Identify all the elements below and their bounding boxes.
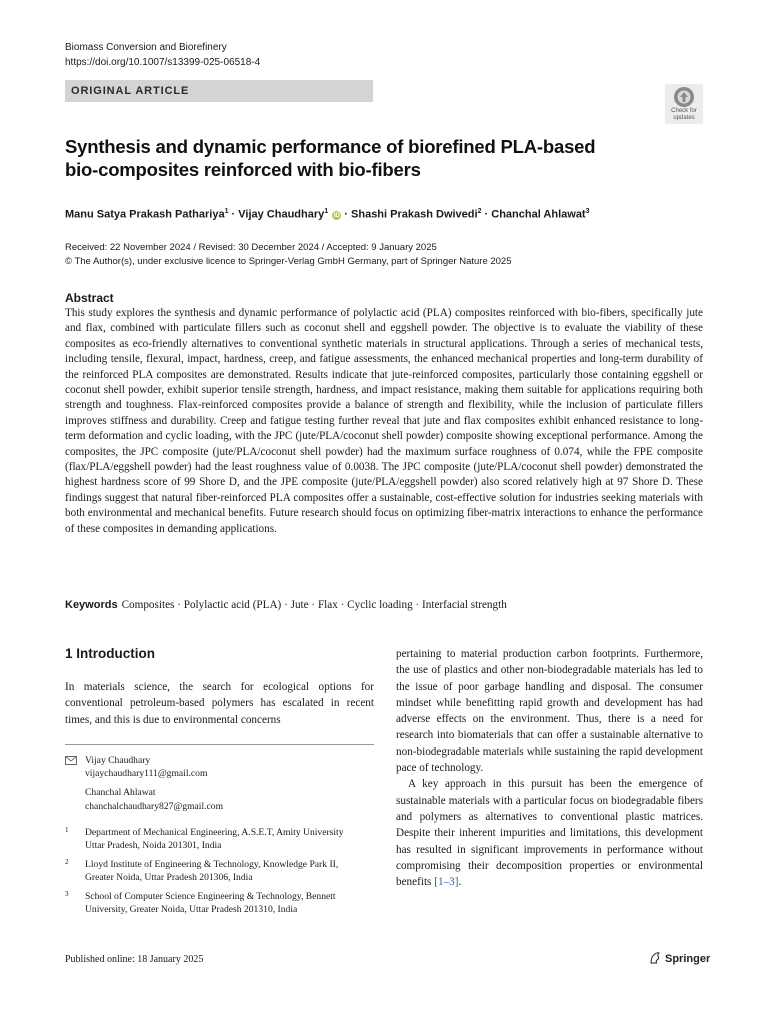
intro-paragraph bbox=[396, 776, 703, 890]
abstract-heading: Abstract bbox=[65, 291, 114, 305]
author-separator: · bbox=[481, 208, 492, 221]
article-type-banner: ORIGINAL ARTICLE bbox=[65, 80, 373, 102]
author-list bbox=[65, 204, 725, 223]
springer-logo bbox=[648, 951, 710, 967]
intro-right-column bbox=[396, 646, 703, 890]
contact-entry bbox=[85, 786, 374, 812]
intro-paragraph-left: In materials science, the search for ecological options for conventional petroleum-based polymers has escalated in recent times, and this is due to environmental concerns bbox=[65, 681, 374, 726]
affiliation bbox=[65, 890, 345, 916]
publisher-name: Springer bbox=[665, 953, 711, 965]
envelope-icon bbox=[65, 756, 77, 765]
affiliation-number: 1 bbox=[65, 826, 69, 834]
article-dates: Received: 22 November 2024 / Revised: 30 December 2024 / Accepted: 9 January 2025 bbox=[65, 242, 437, 253]
check-updates-icon bbox=[672, 86, 696, 108]
author-name[interactable]: Vijay Chaudhary bbox=[238, 208, 325, 221]
citation-link[interactable]: [1–3] bbox=[434, 876, 459, 889]
author-name[interactable]: Shashi Prakash Dwivedi bbox=[351, 208, 478, 221]
author-affiliation-number: 3 bbox=[585, 208, 590, 215]
springer-horse-icon bbox=[648, 951, 662, 965]
author-separator: · bbox=[341, 208, 352, 221]
check-updates-label: Check for updates bbox=[671, 108, 697, 121]
check-for-updates-badge[interactable] bbox=[665, 84, 703, 124]
doi-link[interactable]: https://doi.org/10.1007/s13399-025-06518-4 bbox=[65, 57, 261, 68]
corresponding-authors bbox=[65, 754, 374, 819]
keywords-text: Composites · Polylactic acid (PLA) · Jute · Flax · Cyclic loading · Interfacial strength bbox=[121, 599, 507, 611]
affiliation-text: School of Computer Science Engineering & Technology, Bennett University, Greater Noida, Uttar Pradesh 201310, India bbox=[85, 891, 336, 916]
contact-name: Vijay Chaudhary bbox=[85, 755, 151, 766]
published-online-date: Published online: 18 January 2025 bbox=[65, 954, 204, 965]
affiliation bbox=[65, 858, 345, 884]
article-title: Synthesis and dynamic performance of biorefined PLA-based bio-composites reinforced with bio-fibers bbox=[65, 136, 596, 180]
section-heading-introduction: 1 Introduction bbox=[65, 646, 155, 661]
author-separator: · bbox=[228, 208, 239, 221]
contact-email[interactable]: chanchalchaudhary827@gmail.com bbox=[85, 800, 224, 812]
author-affiliation-number: 1 bbox=[324, 208, 329, 215]
affiliation-text: Lloyd Institute of Engineering & Technology, Knowledge Park II, Greater Noida, Uttar Pradesh 201306, India bbox=[85, 859, 339, 884]
footnote-divider bbox=[65, 744, 374, 745]
intro-paragraph-end: . bbox=[458, 876, 462, 889]
keywords-label: Keywords bbox=[65, 599, 118, 611]
intro-paragraph: pertaining to material production carbon footprints. Furthermore, the use of plastics and other non-biodegradable materials has led to the issue of poor garbage handling and disposal. The consumer mindset while benefitting rapid growth and development has had adverse effects on the environment. Thus, there is a need for research into biomaterials that can offer a sustainable alternative to non-biodegradable materials while sustaining the rapid development pace of technology. bbox=[396, 648, 703, 775]
affiliation-number: 3 bbox=[65, 890, 69, 898]
author-name[interactable]: Chanchal Ahlawat bbox=[491, 208, 586, 221]
contact-name: Chanchal Ahlawat bbox=[85, 787, 156, 799]
affiliation-text: Department of Mechanical Engineering, A.S.E.T, Amity University Uttar Pradesh, Noida 201301, India bbox=[85, 827, 344, 852]
journal-name: Biomass Conversion and Biorefinery bbox=[65, 42, 227, 53]
author-affiliation-number: 2 bbox=[477, 208, 482, 215]
orcid-icon[interactable]: iD bbox=[333, 211, 340, 219]
author-affiliation-number: 1 bbox=[224, 208, 229, 215]
affiliation-number: 2 bbox=[65, 858, 69, 866]
keywords bbox=[65, 598, 705, 613]
intro-paragraph-text: A key approach in this pursuit has been the emergence of sustainable materials with a particular focus on biodegradable fibers and polymers as alternatives to conventional plastic matrices. Despite their inherent impurities and limitations, this development has resulted in significant improvements in performance without compromising their decomposition properties or environmental benefits bbox=[396, 778, 703, 889]
author-name[interactable]: Manu Satya Prakash Pathariya bbox=[65, 208, 225, 221]
copyright-notice: © The Author(s), under exclusive licence to Springer-Verlag GmbH Germany, part of Springer Nature 2025 bbox=[65, 256, 512, 267]
contact-email[interactable]: vijaychaudhary111@gmail.com bbox=[85, 768, 208, 780]
abstract-text: This study explores the synthesis and dynamic performance of polylactic acid (PLA) composites reinforced with bio-fibers, specifically jute and flax, combined with particulate fillers such as coconut shell and eggshell powder. The objective is to evaluate the viability of these composites as eco-friendly alternatives to conventional synthetic materials in structural applications. Through a series of mechanical tests, including tensile, flexural, impact, hardness, creep, and fatigue assessments, the enhanced mechanical properties and long-term durability of the reinforced PLA composites are demonstrated. Results indicate that jute-reinforced composites, particularly those containing eggshell or coconut shell powder, exhibit superior tensile strength, hardness, and impact resistance, making them suitable for applications requiring both strength and toughness. Flax-reinforced composites provide a balance of strength and flexibility, while the inclusion of particulate fillers improves stiffness and durability. Creep and fatigue testing further reveal that jute and flax composites exhibit enhanced resistance to long-term deformation and cyclic loading, with the JPC (jute/PLA/coconut shell powder) composite showing exceptional performance. Among the composites, the JPC composite (jute/PLA/coconut shell powder) had the maximum surface roughness of 0.074, while the FPE composite (flax/PLA/eggshell powder) had the least roughness value of 0.0038. The JPC composite (jute/PLA/coconut shell powder) demonstrated the highest hardness score of 99 Shore D, and the JPE composite (jute/PLA/eggshell powder) also scored relatively high at 97 Shore D. These findings suggest that natural fiber-reinforced PLA composites offer a sustainable, cost-effective solution for industries seeking materials with both environmental and mechanical benefits. Future research should focus on optimizing fiber-matrix interactions to enhance the performance of these composites in demanding applications. bbox=[65, 307, 703, 535]
affiliation bbox=[65, 826, 345, 852]
contact-entry bbox=[85, 754, 374, 780]
